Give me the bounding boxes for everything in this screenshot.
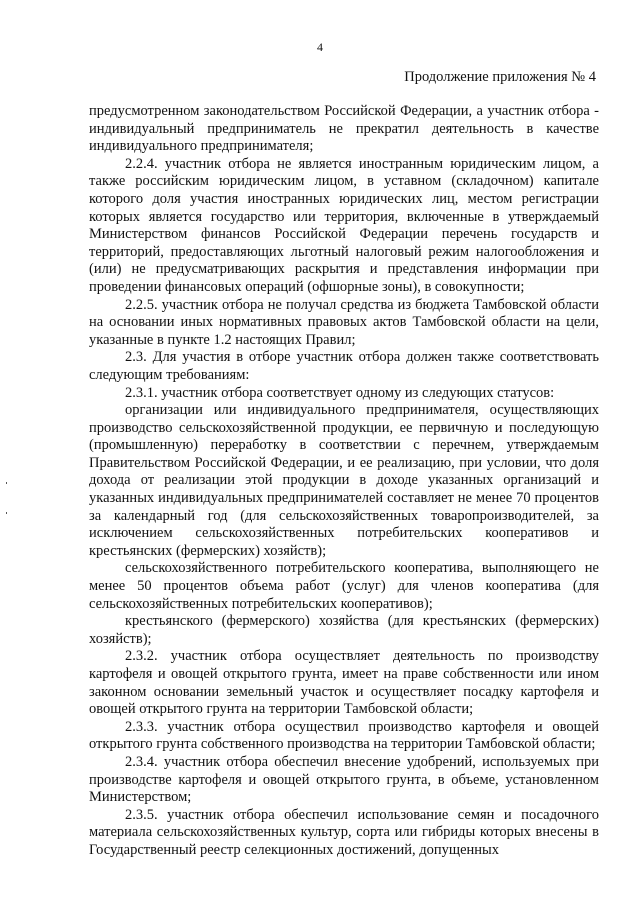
paragraph-status-organization: организации или индивидуального предпринимателя, осуществляющих производство сельскохозяйственной продукции, ее первичную и последующую (промышленную) переработку в соответствии с перечнем, утверждаемым Правительством Российской Федерации, и ее реализацию, при условии, что доля дохода от реализации этой продукции в доходе указанных организаций и указанных индивидуальных предпринимателей составляет не менее 70 процентов за календарный год (для сельскохозяйственных товаропроизводителей, за исключением сельскохозяйственных потребительских кооперативов и крестьянских (фермерских) хозяйств); [89, 402, 599, 559]
paragraph-2-2-5: 2.2.5. участник отбора не получал средства из бюджета Тамбовской области на основании иных нормативных правовых актов Тамбовской области на цели, указанные в пункте 1.2 настоящих Правил; [89, 296, 599, 348]
paragraph-status-farm: крестьянского (фермерского) хозяйства (для крестьянских (фермерских) хозяйств); [89, 613, 599, 647]
appendix-continuation-note: Продолжение приложения № 4 [404, 69, 596, 85]
paragraph-2-3-1: 2.3.1. участник отбора соответствует одному из следующих статусов: [125, 384, 555, 401]
document-body [89, 103, 599, 860]
margin-scan-mark [6, 482, 7, 484]
page-number: 4 [317, 40, 323, 54]
paragraph-2-3-4: 2.3.4. участник отбора обеспечил внесение удобрений, используемых при производстве картофеля и овощей открытого грунта, в объеме, установленном Министерством; [89, 753, 599, 806]
paragraph-2-3: 2.3. Для участия в отборе участник отбора должен также соответствовать следующим требованиям: [89, 349, 599, 383]
paragraph-2-2-4: 2.2.4. участник отбора не является иностранным юридическим лицом, а также российским юридическим лицом, в уставном (складочном) капитале которого доля участия иностранных юридических лиц, местом регистрации которых является государство или территория, включенные в утверждаемый Министерством финансов Российской Федерации перечень государств и территорий, предоставляющих льготный налоговый режим налогообложения и (или) не предусматривающих раскрытия и представления информации при проведении финансовых операций (офшорные зоны), в совокупности; [89, 155, 599, 295]
paragraph-status-cooperative: сельскохозяйственного потребительского кооператива, выполняющего не менее 50 процентов объема работ (услуг) для членов кооператива (для сельскохозяйственных потребительских кооперативов); [89, 560, 599, 612]
paragraph-2-3-3: 2.3.3. участник отбора осуществил производство картофеля и овощей открытого грунта собственного производства на территории Тамбовской области; [89, 718, 599, 753]
paragraph-2-3-2: 2.3.2. участник отбора осуществляет деятельность по производству картофеля и овощей открытого грунта, имеет на праве собственности или ином законном основании земельный участок и осуществляет посадку картофеля и овощей открытого грунта на территории Тамбовской области; [89, 648, 599, 718]
paragraph-continuation: предусмотренном законодательством Российской Федерации, а участник отбора - индивидуальный предприниматель не прекратил деятельность в качестве индивидуального предпринимателя; [89, 103, 599, 155]
margin-scan-mark [6, 512, 7, 514]
paragraph-2-3-5: 2.3.5. участник отбора обеспечил использование семян и посадочного материала сельскохозяйственных культур, сорта или гибриды которых внесены в Государственный реестр селекционных достижений, допущенных [89, 806, 599, 858]
